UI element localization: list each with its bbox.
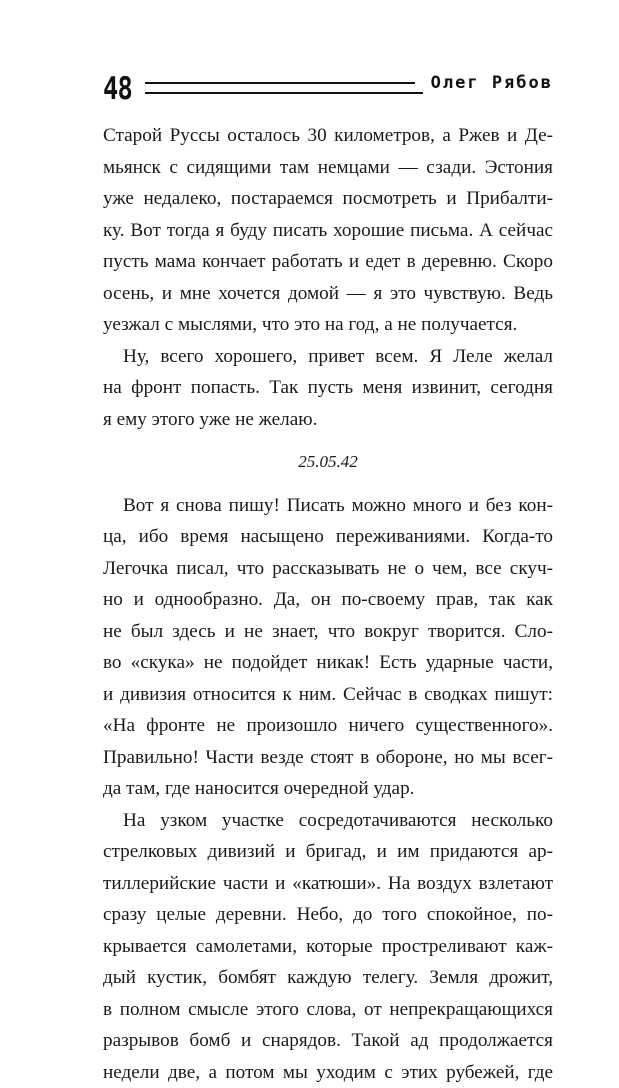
- text-line: я ему этого уже не желаю.: [103, 404, 553, 436]
- page-number: 48: [103, 70, 132, 108]
- text-line: Правильно! Части везде стоят в обороне, но мы всег-: [103, 742, 553, 774]
- text-line: Старой Руссы осталось 30 километров, а Ржев и Де-: [103, 120, 553, 152]
- text-line: и дивизия относится к ним. Сейчас в сводках пишут:: [103, 679, 553, 711]
- text-line: уже недалеко, постараемся посмотреть и Прибалти-: [103, 183, 553, 215]
- text-line: во «скука» не подойдет никак! Есть ударные части,: [103, 647, 553, 679]
- text-line: Ну, всего хорошего, привет всем. Я Леле желал: [103, 341, 553, 373]
- text-line: недели две, а потом мы уходим с этих рубежей, где: [103, 1057, 553, 1088]
- text-line: ку. Вот тогда я буду писать хорошие письма. А сейчас: [103, 215, 553, 247]
- text-line: тиллерийские части и «катюши». На воздух взлетают: [103, 868, 553, 900]
- text-line: стрелковых дивизий и бригад, и им придаются ар-: [103, 836, 553, 868]
- text-line: не был здесь и не знает, что вокруг творится. Сло-: [103, 616, 553, 648]
- running-head-author: Олег Рябов: [423, 72, 553, 94]
- header-rule-top: [145, 82, 415, 84]
- body-text: [103, 120, 553, 1088]
- text-line: пусть мама кончает работать и едет в деревню. Скоро: [103, 246, 553, 278]
- text-line: крывается самолетами, которые простреливают каж-: [103, 931, 553, 963]
- text-line: На узком участке сосредотачиваются несколько: [103, 805, 553, 837]
- text-line: осень, и мне хочется домой — я это чувствую. Ведь: [103, 278, 553, 310]
- text-line: да там, где наносится очередной удар.: [103, 773, 553, 805]
- text-line: но и однообразно. Да, он по-своему прав, так как: [103, 584, 553, 616]
- text-line: ца, ибо время насыщено переживаниями. Когда-то: [103, 521, 553, 553]
- text-line: разрывов бомб и снарядов. Такой ад продолжается: [103, 1025, 553, 1057]
- letter-date: 25.05.42: [103, 446, 553, 478]
- text-line: уезжал с мыслями, что это на год, а не получается.: [103, 309, 553, 341]
- text-line: в полном смысле этого слова, от непрекращающихся: [103, 994, 553, 1026]
- text-line: мьянск с сидящими там немцами — сзади. Эстония: [103, 152, 553, 184]
- text-line: Вот я снова пишу! Писать можно много и без кон-: [103, 490, 553, 522]
- text-line: дый кустик, бомбят каждую телегу. Земля дрожит,: [103, 962, 553, 994]
- text-line: на фронт попасть. Так пусть меня извинит, сегодня: [103, 372, 553, 404]
- text-line: «На фронте не произошло ничего существенного».: [103, 710, 553, 742]
- text-line: сразу целые деревни. Небо, до того спокойное, по-: [103, 899, 553, 931]
- page-header: [103, 70, 553, 110]
- text-line: Легочка писал, что рассказывать не о чем, все скуч-: [103, 553, 553, 585]
